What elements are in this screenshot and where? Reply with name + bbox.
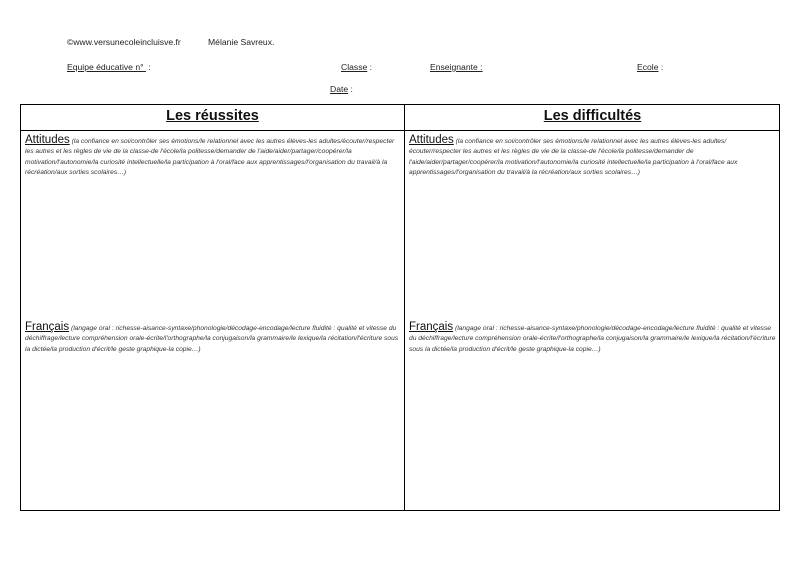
section-heading: Français — [25, 321, 70, 333]
date-label: Date — [330, 84, 349, 94]
reussites-attitudes-cell[interactable] — [25, 135, 403, 178]
difficultes-attitudes-cell[interactable] — [409, 135, 777, 178]
section-heading: Attitudes — [25, 134, 70, 146]
reussites-francais-cell[interactable] — [25, 322, 403, 355]
header-row-divider — [21, 130, 779, 131]
classe-label: Classe — [341, 62, 368, 72]
section-description: (langage oral : richesse-aisance-syntaxe/phonologie/décodage-encodage/lecture fluidité : qualité et vitesse du déchiffrage/lecture compréhension orale-écrite/l'orthographe/la conjugaison/la grammaire/le lexique/la récitation/l'écriture sous la dictée/la production d'écrit/le geste graphique-la copie…) — [25, 325, 399, 353]
difficultes-francais-cell[interactable] — [409, 322, 777, 355]
equipe-suffix: : — [145, 62, 151, 72]
copyright-text: ©www.versunecoleincluisve.fr — [67, 37, 181, 47]
assessment-table — [20, 104, 780, 511]
section-description: (la confiance en soi/contrôler ses émotions/le relationnel avec les autres élèves-les adultes/écouter/respecter les autres et les règles de vie de la classe-de l'école/la politesse/demander de l'aide/aider/partager/coopérer/la motivation/l'autonomie/la curiosité intellectuelle/la participation à l'oral/face aux apprentissages/l'organisation du travail/à la récréation/aux sorties scolaires…) — [25, 138, 395, 176]
column-title-reussites: Les réussites — [166, 108, 259, 124]
section-heading: Attitudes — [409, 134, 454, 146]
column-title-difficultes: Les difficultés — [543, 108, 642, 124]
ecole-field — [637, 62, 663, 72]
date-suffix: : — [348, 84, 353, 94]
equipe-field — [67, 62, 151, 72]
classe-suffix: : — [367, 62, 373, 72]
column-divider — [404, 105, 405, 510]
author-name: Mélanie Savreux. — [208, 37, 275, 47]
section-description: (langage oral : richesse-aisance-syntaxe/phonologie/décodage-encodage/lecture fluidité : qualité et vitesse du déchiffrage/lecture compréhension orale-écrite/l'orthographe/la conjugaison/la grammaire/le lexique/la récitation/l'écriture sous la dictée/la production d'écrit/le geste graphique-la copie…) — [409, 325, 776, 353]
equipe-label: Equipe éducative n° — [67, 62, 144, 72]
section-heading: Français — [409, 321, 454, 333]
classe-field — [341, 62, 372, 72]
enseignante-field — [430, 62, 483, 72]
ecole-label: Ecole — [637, 62, 659, 72]
enseignante-label: Enseignante : — [430, 62, 483, 72]
ecole-suffix: : — [658, 62, 664, 72]
section-description: (la confiance en soi/contrôler ses émotions/le relationnel avec les autres élèves-les adultes/écouter/respecter les autres et les règles de vie de la classe-de l'école/la politesse/demander de l'aide/aider/partager/coopérer/la motivation/l'autonomie/la curiosité intellectuelle/la participation à l'oral/face aux apprentissages/l'organisation du travail/à la récréation/aux sorties scolaires…) — [409, 138, 738, 176]
date-field — [330, 84, 353, 94]
